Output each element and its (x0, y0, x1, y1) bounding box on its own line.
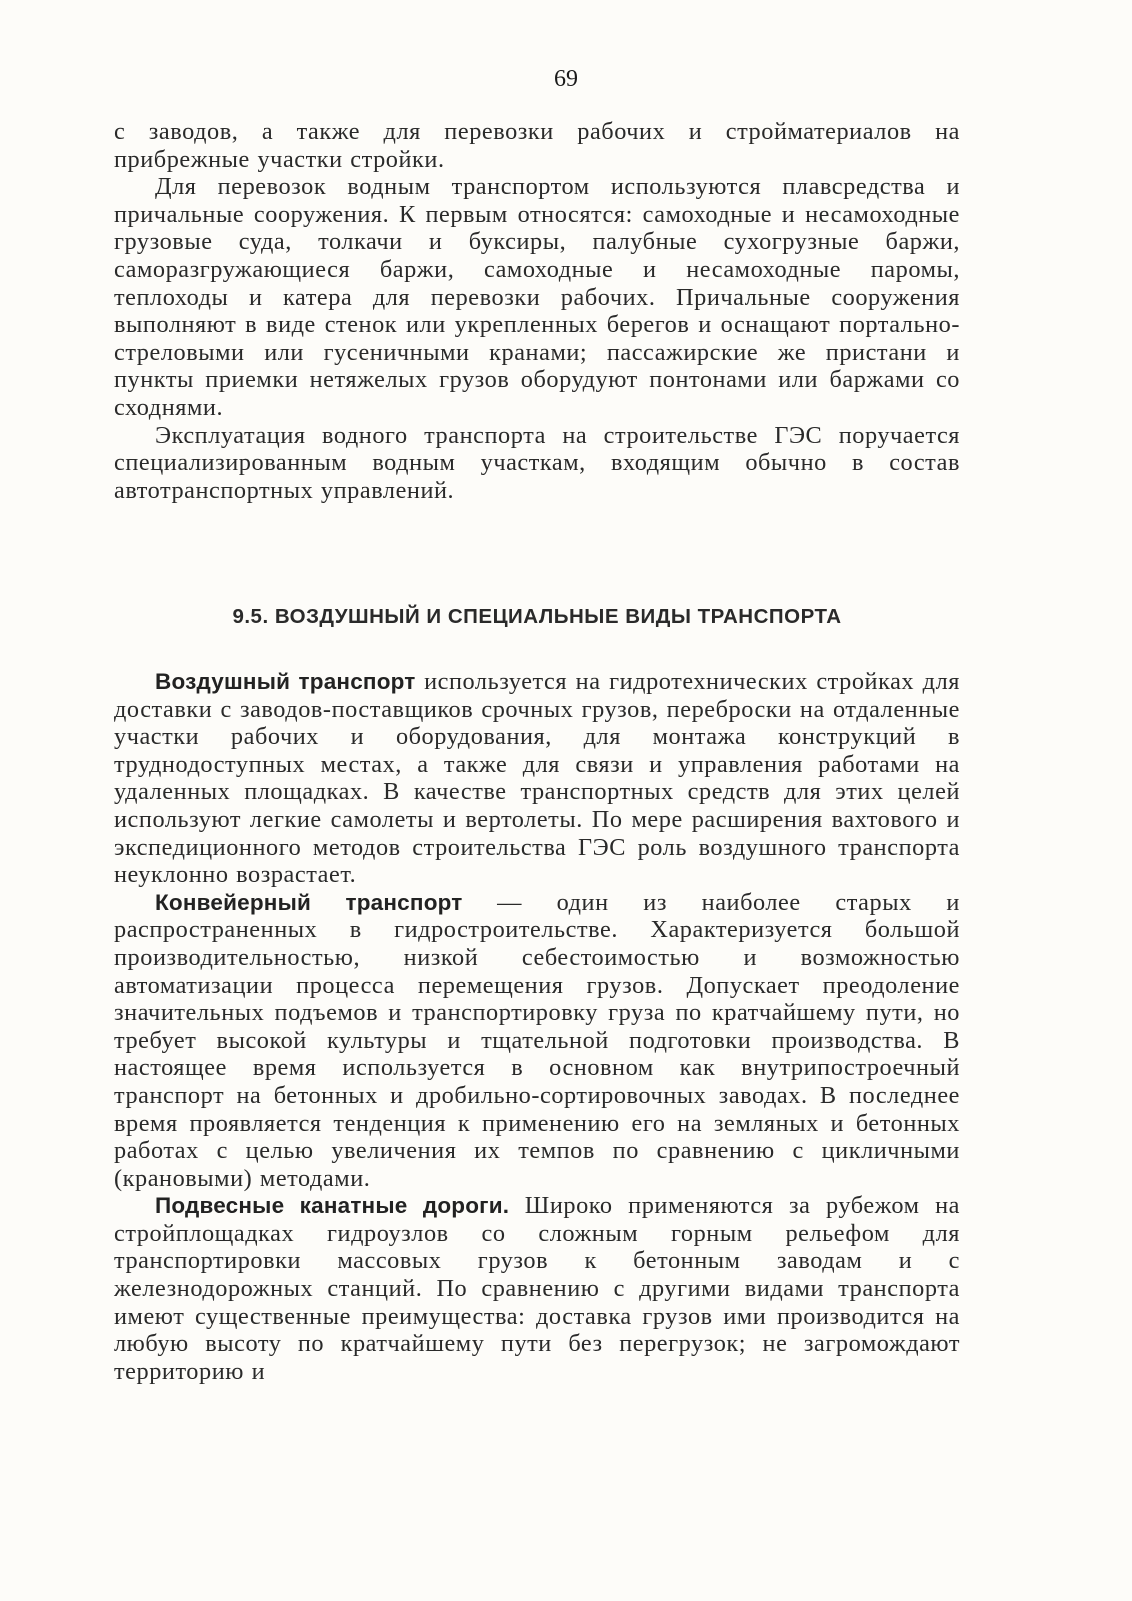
term-air-transport: Воздушный транспорт (155, 669, 416, 694)
paragraph-cable-ways-text: Широко применяются за рубежом на стройплощадках гидроузлов со сложным горным рельефом для транспортировки массовых грузов к бетонным заводам и с железнодорожных станций. По сравнению с другими видами транспорта имеют существенные преимущества: доставка грузов ими производится на любую высоту по кратчайшему пути без перегрузок; не загромождают территорию и (114, 1192, 961, 1385)
paragraph-conveyor-transport (114, 889, 960, 1193)
paragraph-air-transport-text: используется на гидротехнических стройках для доставки с заводов-поставщиков срочных грузов, переброски на отдаленные участки рабочих и оборудования, для монтажа конструкций в труднодоступных местах, а также для связи и управления работами на удаленных площадках. В качестве транспортных средств для этих целей используют легкие самолеты и вертолеты. По мере расширения вахтового и экспедиционного методов строительства ГЭС роль воздушного транспорта неуклонно возрастает. (114, 668, 960, 889)
page-number: 69 (554, 66, 578, 92)
intro-paragraph-water-transport: Для перевозок водным транспортом используются плавсредства и причальные сооружения. К первым относятся: самоходные и несамоходные грузовые суда, толкачи и буксиры, палубные сухогрузные баржи, саморазгружающиеся баржи, самоходные и несамоходные паромы, теплоходы и катера для перевозки рабочих. Причальные сооружения выполняют в виде стенок или укрепленных берегов и оснащают портально-стреловыми или гусеничными кранами; пассажирские же пристани и пункты приемки нетяжелых грузов оборудуют понтонами или баржами со сходнями. (114, 173, 960, 421)
intro-paragraph-operation: Эксплуатация водного транспорта на строительстве ГЭС поручается специализированным водным участкам, входящим обычно в состав автотранспортных управлений. (114, 421, 960, 504)
term-cable-ways: Подвесные канатные дороги. (155, 1193, 510, 1219)
intro-text-block (114, 118, 960, 504)
section-text-block (114, 668, 960, 1385)
section-heading: 9.5. ВОЗДУШНЫЙ И СПЕЦИАЛЬНЫЕ ВИДЫ ТРАНСПОРТА (232, 605, 842, 628)
paragraph-cable-ways (114, 1192, 960, 1385)
paragraph-conveyor-transport-text: — один из наиболее старых и распространенных в гидростроительстве. Характеризуется большой производительностью, низкой себестоимостью и возможностью автоматизации процесса перемещения грузов. Допускает преодоление значительных подъемов и транспортировку груза по кратчайшему пути, но требует высокой культуры и тщательной подготовки производства. В настоящее время используется в основном как внутрипостроечный транспорт на бетонных и дробильно-сортировочных заводах. В последнее время проявляется тенденция к применению его на земляных и бетонных работах с целью увеличения их темпов по сравнению с цикличными (крановыми) методами. (114, 888, 960, 1192)
term-conveyor-transport: Конвейерный транспорт (155, 889, 463, 915)
intro-paragraph-continued: с заводов, а также для перевозки рабочих и стройматериалов на прибрежные участки стройки. (114, 118, 960, 173)
paragraph-air-transport (114, 668, 960, 889)
